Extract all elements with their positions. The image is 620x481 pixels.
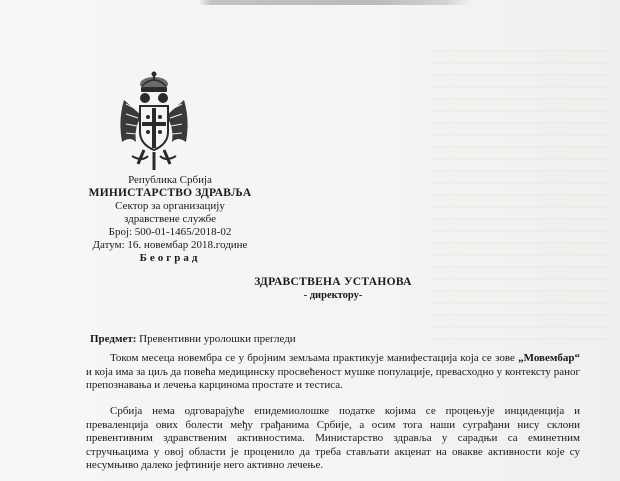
document-date: Датум: 16. новембар 2018.године (92, 239, 248, 251)
issuer-header (70, 174, 270, 265)
sector-line-2: здравствене службе (124, 213, 216, 225)
subject-label: Предмет: (90, 333, 137, 345)
city: Београд (139, 252, 201, 264)
serbian-coat-of-arms-icon (112, 70, 196, 174)
body-paragraph-1 (86, 352, 580, 393)
subject-text: Превентивни урoлошки прегледи (139, 333, 296, 345)
scan-bleed-through (430, 40, 610, 340)
movember-term: „Мовембар“ (518, 352, 580, 364)
paragraph-2-text: Србија нема одговарајуће епидемиолошке податке којима се процењује инциденција и преваленција ових болести међу грађанима Србије, а осим тога наши суграђани нису склони превентивним здравственим активностима. Министарство здравља у сарадњи са еминетним стручњацима у овој области је проценило да треба стављати акценат на овакве активности које су несумњиво далеко јефтиније него активно лечење. (86, 405, 580, 471)
republic-name: Република Србија (128, 174, 212, 186)
recipient-line-2: - директору- (303, 290, 363, 301)
scan-edge (0, 0, 620, 5)
paragraph-1-start: Током месеца новембра се у бројним земљама практикује манифестација која се зове (110, 352, 519, 364)
recipient-block (248, 275, 418, 303)
sector-line-1: Сектор за организацију (115, 200, 225, 212)
document-number: Број: 500-01-1465/2018-02 (108, 226, 232, 238)
ministry-name: МИНИСТАРСТВО ЗДРАВЉА (88, 187, 252, 199)
recipient-line-1: ЗДРАВСТВЕНА УСТАНОВА (254, 276, 412, 288)
body-paragraph-2 (86, 405, 580, 473)
subject-line (90, 333, 296, 345)
paragraph-1-rest: и која има за циљ да повећа медицинску просвећеност мушке популације, превасходно у контексту раног препознавања и лечења карцинома простате и тестиса. (86, 365, 580, 391)
